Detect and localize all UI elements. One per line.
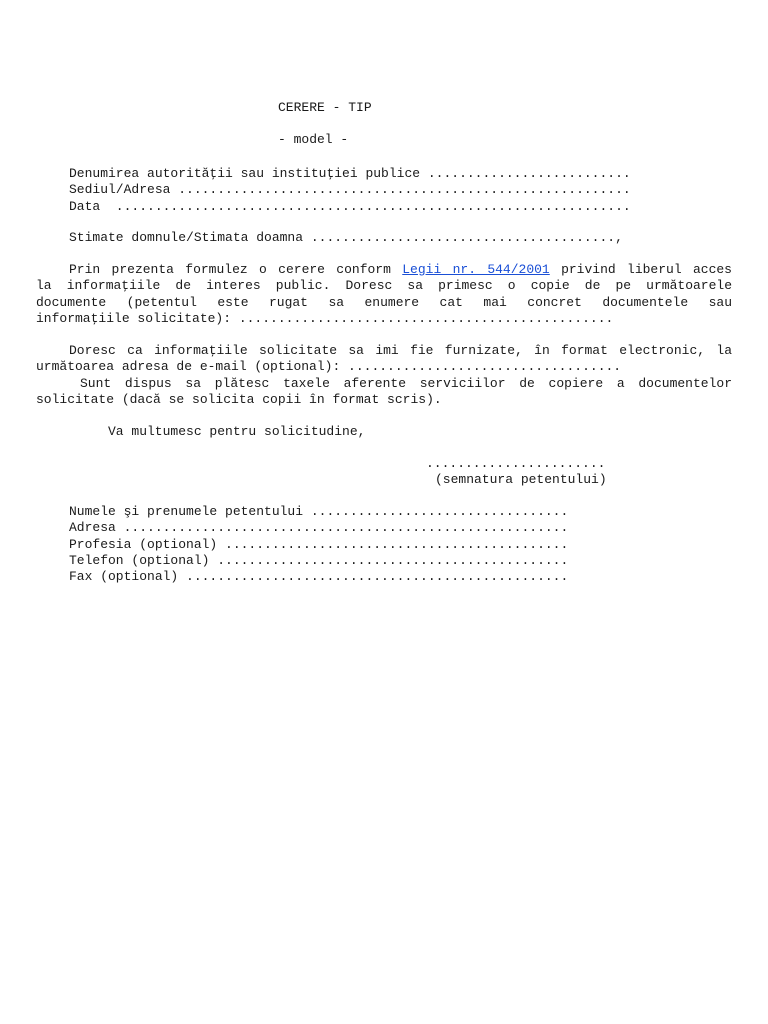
- authority-name-line: Denumirea autorităţii sau instituţiei publice ..........................: [69, 166, 631, 181]
- fees-line-2: solicitate (dacă se solicita copii în format scris).: [36, 391, 442, 407]
- authority-address-line: Sediul/Adresa ..........................................................: [69, 182, 631, 198]
- document-subtitle: - model -: [278, 132, 349, 147]
- law-544-2001-link[interactable]: Legii nr. 544/2001: [402, 262, 550, 277]
- petitioner-address-line: Adresa .........................................................: [69, 520, 569, 536]
- request-line-1: [36, 262, 732, 278]
- fees-line-1: Sunt dispus sa plătesc taxele aferente serviciilor de copiere a documentelor: [80, 375, 732, 391]
- petitioner-phone-line: Telefon (optional) .............................................: [69, 552, 569, 568]
- date-line: Data ..................................................................: [69, 198, 631, 214]
- electronic-line-2: următoarea adresa de e-mail (optional): ...................................: [36, 359, 622, 375]
- petitioner-block: [36, 504, 732, 585]
- authority-block: [36, 166, 732, 215]
- request-line-1-before: Prin prezenta formulez o cerere conform: [69, 262, 403, 277]
- document-title: CERERE - TIP: [278, 100, 372, 115]
- petitioner-profession-line: Profesia (optional) ............................................: [69, 536, 569, 552]
- signature-label: (semnatura petentului): [435, 472, 607, 487]
- salutation-line: Stimate domnule/Stimata doamna .......................................,: [69, 230, 623, 245]
- signature-dots: .......................: [426, 456, 606, 471]
- petitioner-name-line: Numele şi prenumele petentului .................................: [69, 504, 569, 519]
- request-paragraph: [36, 262, 732, 327]
- request-line-2: la informaţiile de interes public. Doresc sa primesc o copie de pe următoarele: [36, 278, 732, 294]
- request-line-4: informaţiile solicitate): ................................................: [36, 310, 614, 326]
- electronic-line-1: Doresc ca informaţiile solicitate sa imi fie furnizate, în format electronic, la: [69, 343, 732, 358]
- closing-line: Va multumesc pentru solicitudine,: [108, 424, 366, 439]
- request-line-3: documente (petentul este rugat sa enumere cat mai concret documentele sau: [36, 294, 732, 310]
- petitioner-fax-line: Fax (optional) .................................................: [69, 569, 569, 585]
- salutation-block: [36, 230, 732, 246]
- request-line-1-after: privind liberul acces: [549, 262, 732, 277]
- electronic-paragraph: [36, 343, 732, 408]
- closing-block: [36, 424, 732, 440]
